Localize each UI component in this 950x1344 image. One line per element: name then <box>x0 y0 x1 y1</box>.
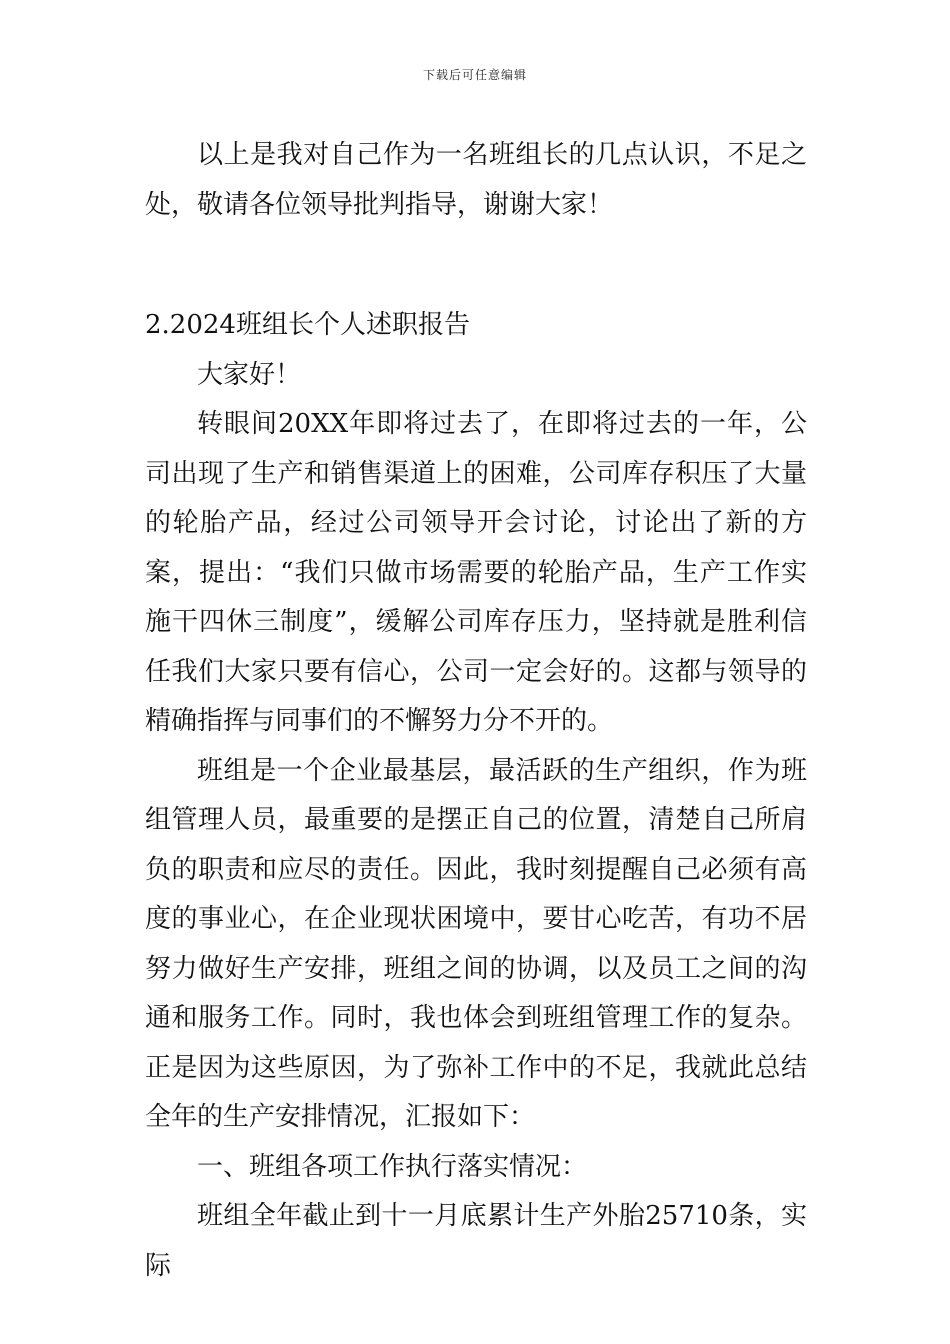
closing-paragraph: 以上是我对自己作为一名班组长的几点认识，不足之处，敬请各位领导批判指导，谢谢大家！ <box>145 140 807 220</box>
document-body <box>145 131 807 1291</box>
greeting-paragraph: 大家好！ <box>197 359 302 390</box>
body-paragraph-2: 班组是一个企业最基层，最活跃的生产组织，作为班组管理人员，最重要的是摆正自己的位置，清楚自己所肩负的职责和应尽的责任。因此，我时刻提醒自己必须有高度的事业心，在企业现状困境中，要甘心吃苦，有功不居努力做好生产安排，班组之间的协调，以及员工之间的沟通和服务工作。同时，我也体会到班组管理工作的复杂。正是因为这些原因，为了弥补工作中的不足，我就此总结全年的生产安排情况，汇报如下： <box>145 755 807 1132</box>
section-gap <box>145 230 807 301</box>
body-paragraph-1: 转眼间20XX年即将过去了，在即将过去的一年，公司出现了生产和销售渠道上的困难，公司库存积压了大量的轮胎产品，经过公司领导开会讨论，讨论出了新的方案，提出：“我们只做市场需要的轮胎产品，生产工作实施干四休三制度”，缓解公司库存压力，坚持就是胜利信任我们大家只要有信心，公司一定会好的。这都与领导的精确指挥与同事们的不懈努力分不开的。 <box>145 409 807 736</box>
page-header-note: 下载后可任意编辑 <box>422 68 527 82</box>
section-heading-1: 一、班组各项工作执行落实情况： <box>197 1151 588 1182</box>
body-paragraph-3: 班组全年截止到十一月底累计生产外胎25710条，实际 <box>145 1201 807 1281</box>
report-heading: 2.2024班组长个人述职报告 <box>145 310 470 340</box>
